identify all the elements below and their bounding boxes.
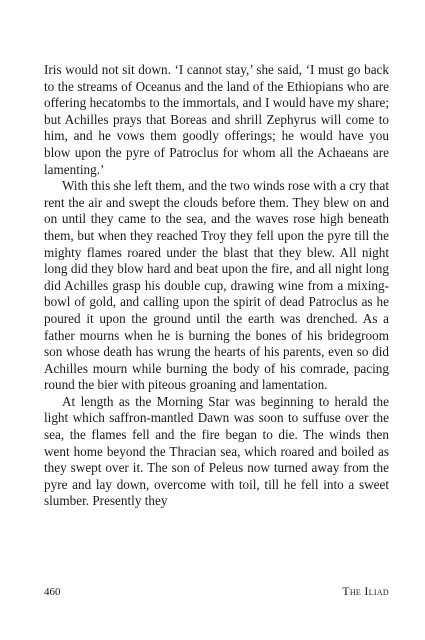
paragraph-2: With this she left them, and the two winds rose with a cry that rent the air and swept the clouds before them. They blew on and on until they came to the sea, and the waves rose high beneath them, but when they reached Troy they fell upon the pyre till the mighty flames roared under the blast that they blew. All night long did they blow hard and beat upon the fire, and all night long did Achilles grasp his double cup, drawing wine from a mixing-bowl of gold, and calling upon the spirit of dead Patroclus as he poured it upon the ground until the earth was drenched. As a father mourns when he is burning the bones of his bridegroom son whose death has wrung the hearts of his parents, even so did Achilles mourn while burning the body of his comrade, pacing round the bier with piteous groaning and lamentation.: [44, 178, 389, 393]
paragraph-1: Iris would not sit down. ‘I cannot stay,’ she said, ‘I must go back to the streams of Oceanus and the land of the Ethiopians who are offering hecatombs to the immortals, and I would have my share; but Achilles prays that Boreas and shrill Zephyrus will come to him, and he vows them goodly offerings; he would have you blow upon the pyre of Patroclus for whom all the Achaeans are lamenting.’: [44, 62, 389, 177]
body-text: [44, 62, 389, 510]
paragraph-3: At length as the Morning Star was beginning to herald the light which saffron-mantled Dawn was soon to suffuse over the sea, the flames fell and the fire began to die. The winds then went home beyond the Thracian sea, which roared and boiled as they swept over it. The son of Peleus now turned away from the pyre and lay down, overcome with toil, till he fell into a sweet slumber. Presently they: [44, 393, 389, 509]
running-title: The Iliad: [342, 584, 389, 598]
page-number: 460: [44, 586, 61, 598]
page-footer: [44, 584, 389, 599]
